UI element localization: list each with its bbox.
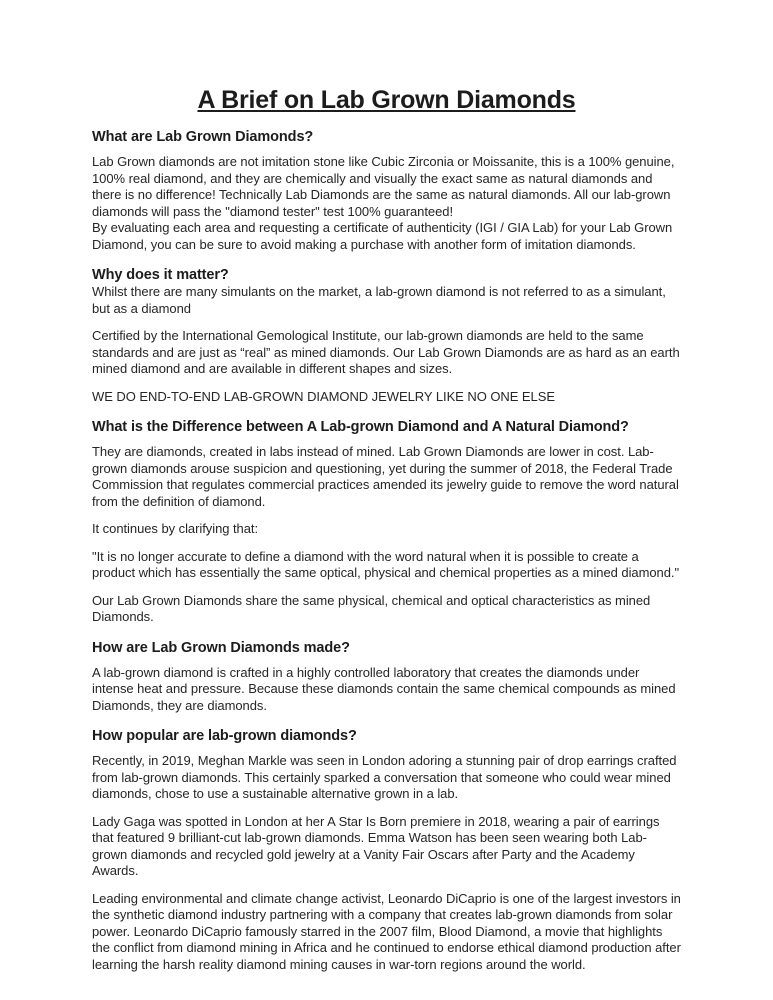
paragraph: It continues by clarifying that: <box>92 521 259 536</box>
paragraph-tagline: WE DO END-TO-END LAB-GROWN DIAMOND JEWELRY LIKE NO ONE ELSE <box>92 388 555 404</box>
paragraph: Lab Grown diamonds are not imitation stone like Cubic Zirconia or Moissanite, this is a 100% genuine, 100% real diamond, and they are chemically and visually the exact same as natural diamonds and there is no difference! Technically Lab Diamonds are the same as natural diamonds. All our lab-grown diamonds will pass the "diamond tester" test 100% guaranteed! <box>92 154 675 219</box>
paragraph: They are diamonds, created in labs instead of mined. Lab Grown Diamonds are lower in cost. Lab-grown diamonds arouse suspicion and questioning, yet during the summer of 2018, the Federal Trade Commission that regulates commercial practices amended its jewelry guide to remove the word natural from the definition of diamond. <box>92 444 679 509</box>
paragraph: Lady Gaga was spotted in London at her A Star Is Born premiere in 2018, wearing a pair of earrings that featured 9 brilliant-cut lab-grown diamonds. Emma Watson has been seen wearing both Lab-grown diamonds and recycled gold jewelry at a Vanity Fair Oscars after Party and the Academy Awards. <box>92 813 660 878</box>
paragraph: By evaluating each area and requesting a certificate of authenticity (IGI / GIA Lab) for your Lab Grown Diamond, you can be sure to avoid making a purchase with another form of imitation diamonds. <box>92 220 673 252</box>
section-heading-how-popular: How popular are lab-grown diamonds? <box>92 728 357 744</box>
paragraph-quote: "It is no longer accurate to define a diamond with the word natural when it is possible to create a product which has essentially the same optical, physical and chemical properties as a mined diamond." <box>92 548 680 580</box>
section-heading-why-matter: Why does it matter? <box>92 267 229 283</box>
section-heading-what-are: What are Lab Grown Diamonds? <box>92 129 314 145</box>
paragraph: Leading environmental and climate change activist, Leonardo DiCaprio is one of the largest investors in the synthetic diamond industry partnering with a company that creates lab-grown diamonds from solar power. Leonardo DiCaprio famously starred in the 2007 film, Blood Diamond, a movie that highlights the conflict from diamond mining in Africa and he continued to endorse ethical diamond production after learning the harsh reality diamond mining causes in war-torn regions around the world. <box>92 890 681 972</box>
paragraph: A lab-grown diamond is crafted in a highly controlled laboratory that creates the diamonds under intense heat and pressure. Because these diamonds contain the same chemical compounds as mined Diamonds, they are diamonds. <box>92 664 676 713</box>
paragraph: Our Lab Grown Diamonds share the same physical, chemical and optical characteristics as mined Diamonds. <box>92 592 651 624</box>
paragraph: Certified by the International Gemological Institute, our lab-grown diamonds are held to the same standards and are just as “real” as mined diamonds. Our Lab Grown Diamonds are as hard as an earth mined diamond and are available in different shapes and sizes. <box>92 328 680 376</box>
paragraph: Whilst there are many simulants on the market, a lab-grown diamond is not referred to as a simulant, but as a diamond <box>92 284 666 316</box>
section-heading-how-made: How are Lab Grown Diamonds made? <box>92 639 350 656</box>
section-heading-difference: What is the Difference between A Lab-grown Diamond and A Natural Diamond? <box>92 419 629 435</box>
document-title: A Brief on Lab Grown Diamonds <box>197 86 576 114</box>
paragraph: Recently, in 2019, Meghan Markle was seen in London adoring a stunning pair of drop earrings crafted from lab-grown diamonds. This certainly sparked a conversation that someone who could wear mined diamonds, chose to use a sustainable alternative grown in a lab. <box>92 753 677 801</box>
